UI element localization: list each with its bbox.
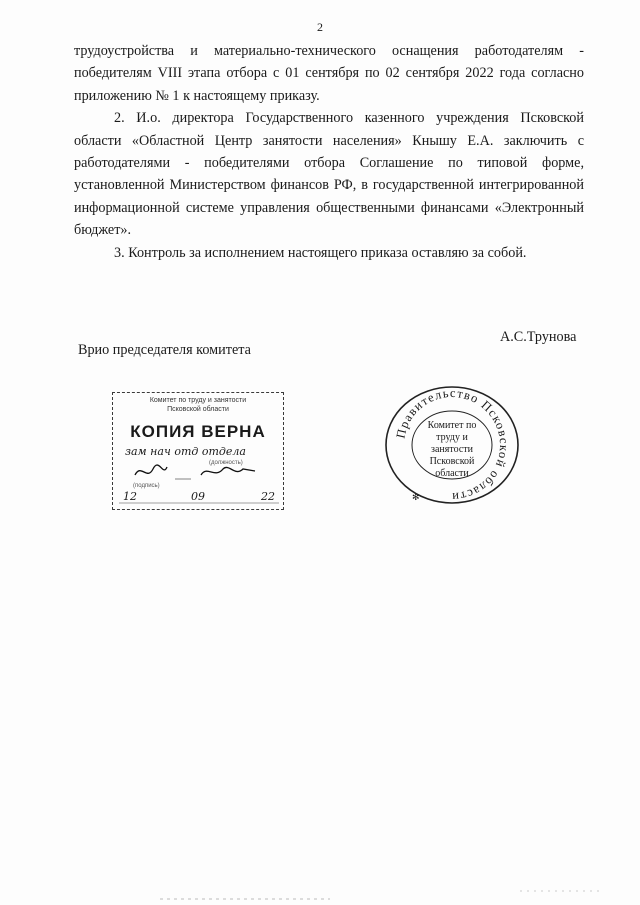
seal-center-line-2: труду и занятости	[431, 432, 473, 455]
stamp-date-year: 22	[261, 490, 275, 503]
signer-title: Врио председателя комитета	[78, 342, 251, 358]
stamp-position-caption: (должность)	[209, 460, 243, 466]
scan-noise	[0, 885, 640, 905]
seal-center-line-1: Комитет по	[427, 420, 477, 431]
stamp-handwritten-signature	[131, 461, 261, 483]
stamp-signature-caption: (подпись)	[133, 483, 160, 489]
stamp-organization	[113, 396, 283, 414]
stamp-heading: КОПИЯ ВЕРНА	[130, 422, 266, 441]
stamp-org-line-2: Псковской области	[167, 406, 229, 413]
stamp-org-line-1: Комитет по труду и занятости	[149, 397, 247, 404]
page-number: 2	[317, 20, 323, 34]
document-body	[74, 40, 584, 264]
stamp-date-month: 09	[191, 490, 205, 503]
seal-center-line-3: Псковской	[429, 456, 475, 467]
stamp-position-handwritten: зам нач отд отдела	[125, 445, 246, 458]
paragraph-continuation: трудоустройства и материально-технического оснащения работодателям - победителям VIII этапа отбора с 01 сентября по 02 сентября 2022 года согласно приложению № 1 к настоящему приказу.	[74, 43, 584, 104]
stamp-date-day: 12	[123, 490, 137, 503]
star-icon: ✻	[412, 493, 420, 503]
seal-ring-textpath: Правительство Псковской области	[393, 385, 512, 505]
signer-name: А.С.Трунова	[500, 329, 577, 345]
seal-center-line-4: области	[435, 468, 469, 479]
seal-center-text	[424, 420, 480, 480]
paragraph-item-3: 3. Контроль за исполнением настоящего приказа оставляю за собой.	[114, 244, 527, 261]
copy-certified-stamp	[112, 392, 284, 510]
stamp-date-underline	[119, 501, 279, 505]
paragraph-item-2: 2. И.о. директора Государственного казенного учреждения Псковской области «Областной Центр занятости населения» Кнышу Е.А. заключить с работодателями - победителями отбора Соглашение по типовой форме, установленной Министерством финансов РФ, в государственной интегрированной информационной системе управления общественными финансами «Электронный бюджет».	[74, 110, 584, 239]
